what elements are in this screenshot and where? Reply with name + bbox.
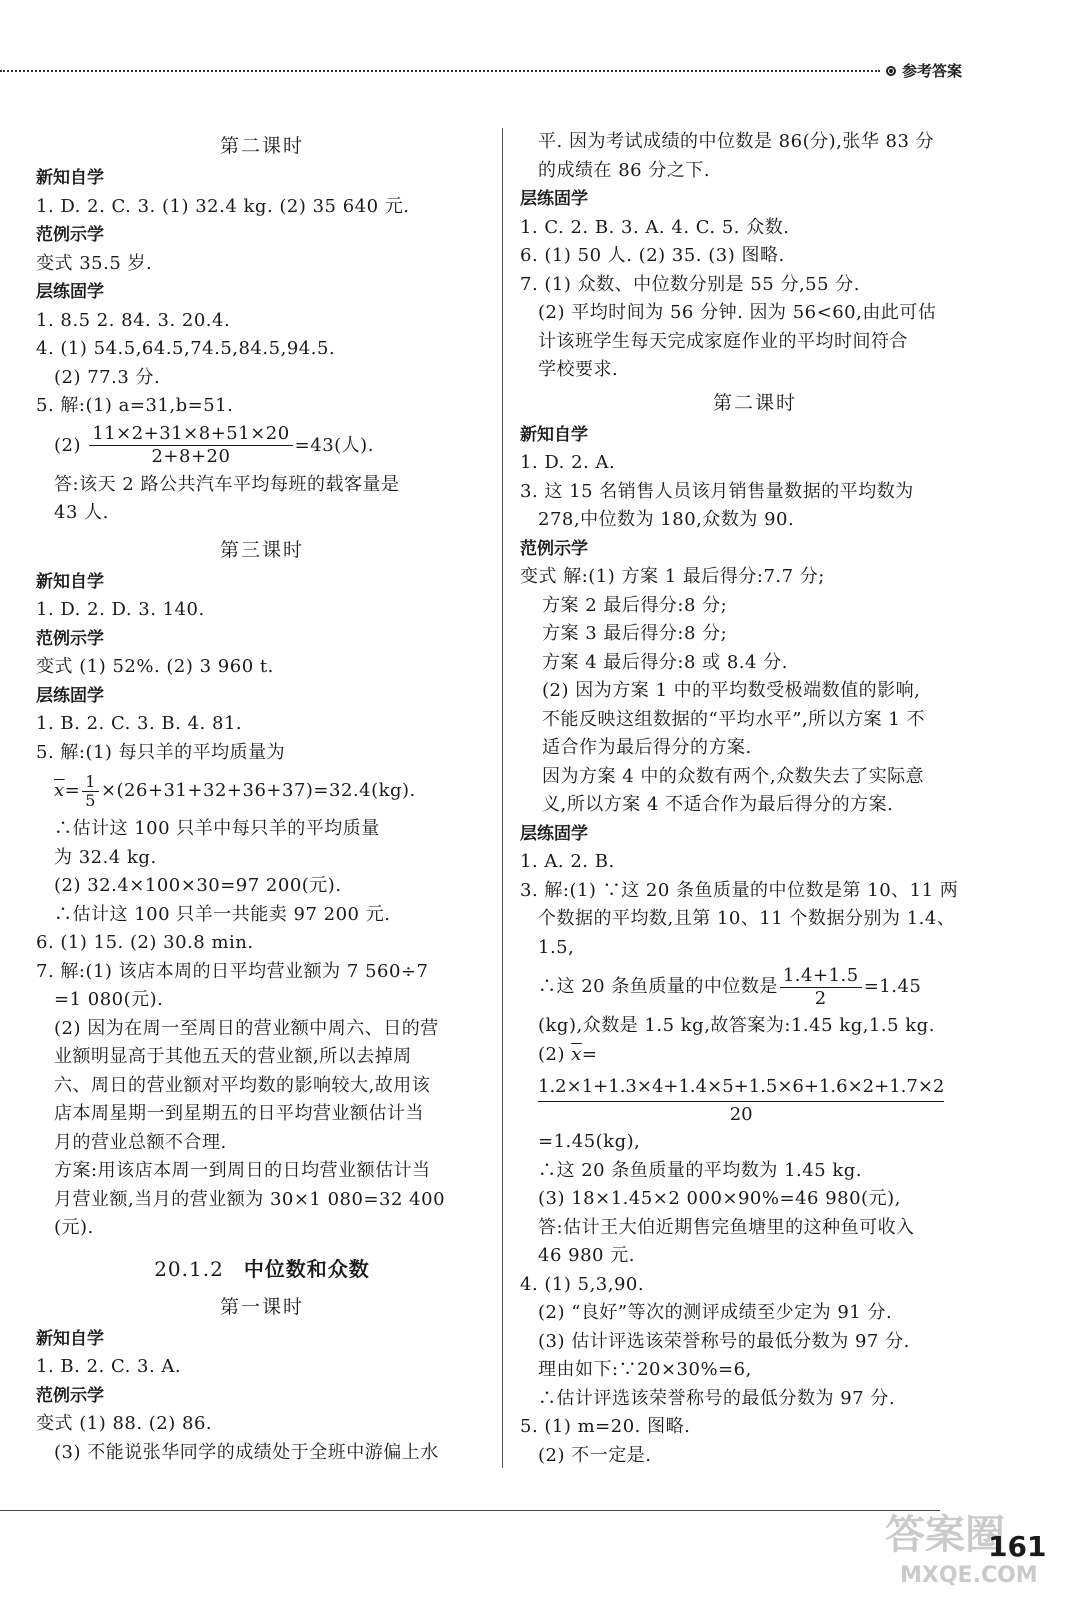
answer-line: 变式 (1) 88. (2) 86. — [36, 1413, 213, 1434]
section-heading: 范例示学 — [520, 538, 588, 559]
answer-line: 46 980 元. — [538, 1245, 635, 1266]
answer-line: 6. (1) 50 人. (2) 35. (3) 图略. — [520, 245, 785, 266]
equals-sign: = — [64, 780, 81, 801]
section-heading: 层练固学 — [36, 282, 104, 302]
section-heading: 范例示学 — [36, 225, 104, 245]
lesson-title: 第三课时 — [219, 538, 304, 561]
wide-fraction — [520, 1073, 944, 1128]
fraction-denominator: 2 — [814, 987, 827, 1009]
header-label: 参考答案 — [902, 62, 963, 80]
right-column — [520, 128, 990, 1470]
answer-line: ∴这 20 条鱼质量的平均数为 1.45 kg. — [538, 1159, 863, 1181]
answer-line: 答:该天 2 路公共汽车平均每班的载客量是 — [54, 473, 400, 495]
answer-line: 的成绩在 86 分之下. — [538, 159, 711, 181]
fraction — [780, 965, 862, 1010]
fraction-prefix: (2) — [538, 1043, 565, 1065]
answer-line: 5. (1) m=20. 图略. — [520, 1416, 691, 1437]
watermark-subtext: MXQE.COM — [900, 1563, 1038, 1588]
answer-line: 学校要求. — [538, 359, 619, 380]
answer-line: 5. 解:(1) a=31,b=51. — [36, 395, 234, 416]
lesson-title: 第二课时 — [712, 391, 797, 414]
answer-line: 平. 因为考试成绩的中位数是 86(分),张华 83 分 — [538, 131, 935, 152]
answer-line: 278,中位数为 180,众数为 90. — [538, 509, 795, 530]
section-heading: 层练固学 — [520, 823, 588, 844]
answer-line: 方案 3 最后得分:8 分; — [542, 623, 728, 644]
answer-line: =1.45(kg), — [538, 1131, 641, 1152]
answer-line: 1. 8.5 2. 84. 3. 20.4. — [36, 309, 231, 331]
section-heading: 层练固学 — [520, 189, 588, 209]
answer-line: (2) “良好”等次的测评成绩至少定为 91 分. — [538, 1302, 893, 1323]
answer-line: 1. C. 2. B. 3. A. 4. C. 5. 众数. — [520, 216, 790, 238]
answer-line: 43 人. — [54, 502, 109, 523]
answer-line: 义,所以方案 4 不适合作为最后得分的方案. — [542, 794, 894, 815]
target-bullet-icon — [886, 66, 896, 76]
answer-line: (2) 77.3 分. — [54, 366, 161, 388]
fraction-line — [36, 767, 488, 815]
answer-line: 1. D. 2. D. 3. 140. — [36, 599, 205, 620]
answer-line: (3) 18×1.45×2 000×90%=46 980(元), — [538, 1188, 901, 1209]
answer-line: 答:估计王大伯近期售完鱼塘里的这种鱼可收入 — [538, 1216, 915, 1238]
running-header — [886, 60, 962, 81]
answer-line: 1. D. 2. C. 3. (1) 32.4 kg. (2) 35 640 元. — [36, 195, 410, 217]
mean-symbol: $\overline{x}$ — [571, 1043, 582, 1065]
watermark-text: 答案圈 — [885, 1512, 1005, 1558]
fraction-prefix: (2) — [54, 434, 81, 456]
answer-line: 5. 解:(1) 每只羊的平均质量为 — [36, 741, 286, 763]
answer-line: 变式 35.5 岁. — [36, 252, 153, 274]
answer-line: (2) 32.4×100×30=97 200(元). — [54, 875, 342, 896]
section-heading: 新知自学 — [520, 424, 588, 445]
answer-line: 3. 这 15 名销售人员该月销售量数据的平均数为 — [520, 480, 914, 502]
answer-line: 方案:用该店本周一到周日的日均营业额估计当 — [54, 1160, 431, 1181]
fraction-line — [520, 1041, 990, 1070]
answer-line: (3) 估计评选该荣誉称号的最低分数为 97 分. — [538, 1330, 910, 1352]
answer-line: 计该班学生每天完成家庭作业的平均时间符合 — [538, 330, 908, 352]
answer-line: 1. D. 2. A. — [520, 452, 616, 473]
fraction-suffix: =43(人). — [294, 434, 374, 456]
fraction — [82, 773, 99, 810]
answer-line: 6. (1) 15. (2) 30.8 min. — [36, 932, 254, 953]
answer-line: 月的营业总额不合理. — [54, 1131, 227, 1153]
fraction-line — [520, 962, 990, 1012]
footer-rule — [0, 1510, 940, 1511]
answer-line: 适合作为最后得分的方案. — [542, 737, 752, 758]
answer-line: 因为方案 4 中的众数有两个,众数失去了实际意 — [542, 765, 925, 787]
answer-line: (2) 不一定是. — [538, 1444, 652, 1466]
mean-symbol: $\overline{x}$ — [54, 780, 65, 801]
section-heading: 层练固学 — [36, 685, 104, 706]
answer-line: (2) 因为在周一至周日的营业额中周六、日的营 — [54, 1017, 439, 1039]
lesson-title: 第一课时 — [219, 1295, 304, 1318]
fraction-suffix: =1.45 — [863, 976, 922, 997]
fraction-numerator: 11×2+31×8+51×20 — [89, 423, 292, 446]
answer-line: 1. A. 2. B. — [520, 851, 615, 872]
answer-line: 变式 (1) 52%. (2) 3 960 t. — [36, 656, 274, 677]
fraction — [89, 423, 292, 468]
answer-line: 方案 4 最后得分:8 或 8.4 分. — [542, 651, 788, 673]
answer-line: 7. (1) 众数、中位数分别是 55 分,55 分. — [520, 273, 861, 295]
answer-line: =1 080(元). — [54, 989, 164, 1010]
answer-line: 为 32.4 kg. — [54, 846, 157, 868]
answer-line: 六、周日的营业额对平均数的影响较大,故用该 — [54, 1074, 431, 1096]
section-heading: 新知自学 — [36, 168, 104, 188]
section-heading: 新知自学 — [36, 1328, 104, 1349]
answer-line: 4. (1) 54.5,64.5,74.5,84.5,94.5. — [36, 338, 336, 359]
answer-line: (2) 因为方案 1 中的平均数受极端数值的影响, — [542, 680, 921, 701]
column-divider — [502, 128, 503, 1468]
answer-line: 业额明显高于其他五天的营业额,所以去掉周 — [54, 1046, 412, 1067]
answer-line: (kg),众数是 1.5 kg,故答案为:1.45 kg,1.5 kg. — [538, 1015, 935, 1036]
answer-line: 7. 解:(1) 该店本周的日平均营业额为 7 560÷7 — [36, 960, 429, 982]
answer-line: 1.5, — [538, 936, 575, 958]
fraction-prefix: ∴这 20 条鱼质量的中位数是 — [538, 976, 778, 997]
lesson-title: 第二课时 — [219, 135, 304, 157]
page-number: 161 — [988, 1530, 1047, 1563]
fraction-suffix: ×(26+31+32+36+37)=32.4(kg). — [100, 780, 416, 801]
fraction-numerator: 1 — [82, 773, 99, 792]
answer-line: ∴估计评选该荣誉称号的最低分数为 97 分. — [538, 1387, 896, 1409]
section-heading: 新知自学 — [36, 571, 104, 592]
answer-line: 不能反映这组数据的“平均水平”,所以方案 1 不 — [542, 708, 926, 730]
answer-line: ∴估计这 100 只羊中每只羊的平均质量 — [54, 818, 380, 839]
equals-sign: = — [581, 1043, 598, 1065]
section-heading: 范例示学 — [36, 1385, 104, 1406]
answer-line: ∴估计这 100 只羊一共能卖 97 200 元. — [54, 903, 391, 925]
answer-line: 变式 解:(1) 方案 1 最后得分:7.7 分; — [520, 566, 825, 587]
answer-line: (2) 平均时间为 56 分钟. 因为 56<60,由此可估 — [538, 302, 937, 323]
chapter-title: 中位数和众数 — [243, 1256, 370, 1281]
answer-line: 1. B. 2. C. 3. A. — [36, 1356, 182, 1377]
answer-line: 理由如下:∵20×30%=6, — [538, 1359, 752, 1380]
section-heading: 范例示学 — [36, 628, 104, 649]
chapter-number: 20.1.2 — [154, 1256, 224, 1281]
answer-line: (3) 不能说张华同学的成绩处于全班中游偏上水 — [54, 1441, 439, 1463]
fraction-line — [36, 421, 488, 471]
answer-line: 月营业额,当月的营业额为 30×1 080=32 400 — [54, 1188, 446, 1210]
fraction-numerator: 1.4+1.5 — [780, 965, 862, 988]
answer-line: 方案 2 最后得分:8 分; — [542, 594, 728, 616]
fraction-numerator: 1.2×1+1.3×4+1.4×5+1.5×6+1.6×2+1.7×2 — [538, 1073, 944, 1102]
fraction-denominator: 5 — [85, 790, 96, 810]
fraction-denominator: 2+8+20 — [151, 446, 231, 467]
left-column — [36, 128, 488, 1467]
answer-line: 店本周星期一到星期五的日平均营业额估计当 — [54, 1103, 424, 1124]
answer-line: 3. 解:(1) ∵这 20 条鱼质量的中位数是第 10、11 两 — [520, 879, 959, 901]
answer-line: (元). — [54, 1217, 94, 1238]
answer-line: 1. B. 2. C. 3. B. 4. 81. — [36, 713, 243, 734]
chapter-heading — [36, 1249, 488, 1289]
fraction-denominator: 20 — [729, 1104, 753, 1125]
header-dotted-rule — [0, 70, 880, 72]
answer-line: 4. (1) 5,3,90. — [520, 1273, 645, 1295]
answer-line: 个数据的平均数,且第 10、11 个数据分别为 1.4、 — [538, 908, 956, 929]
